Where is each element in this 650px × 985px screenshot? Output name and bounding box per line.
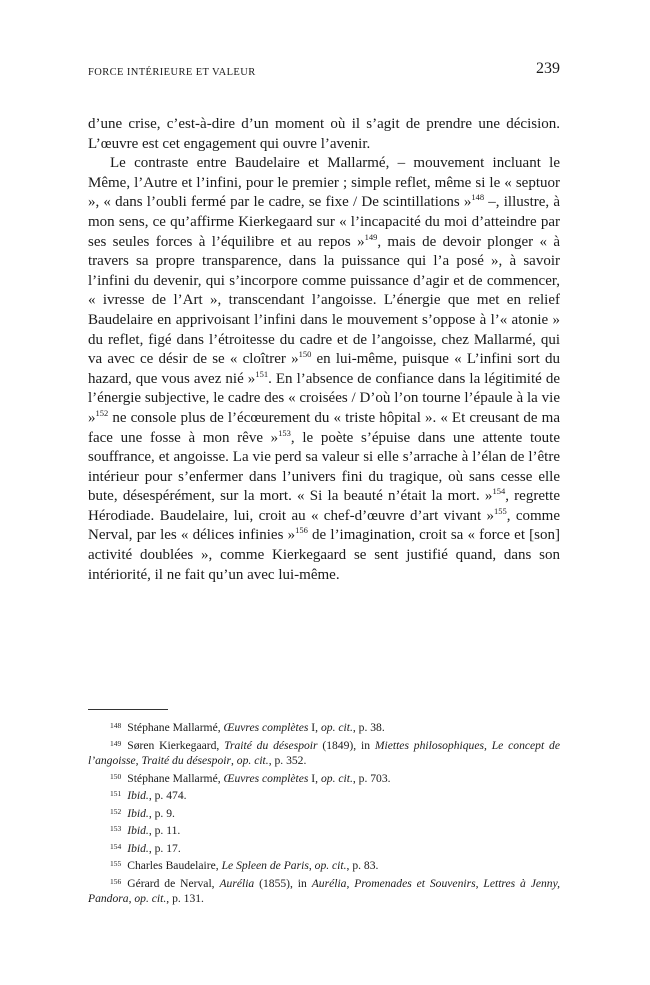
footnote-ref-153[interactable]: 153 <box>278 427 291 438</box>
footnote-text: op. cit. <box>134 892 167 905</box>
page-header <box>88 60 560 84</box>
footnote-text: I, <box>308 771 321 785</box>
footnote-title: Œuvres complètes <box>223 771 309 785</box>
footnote-text: Stéphane Mallarmé, <box>127 771 224 785</box>
footnote-number: 152 <box>110 806 122 816</box>
text-run: , mais de devoir plonger « à travers sa propre transparence, dans la puissance qui l’a posé », à savoir l’infini du devenir, qui s’incorpore comme puissance d’agir et de commencer, « ivresse de l’Art », transcendant l’angoisse. L’énergie que met en relief Baudelaire en apprivoisant l’infini dans le mouvement s’oppose à l’« atonie » du reflet, figé dans l’étroitesse du cadre et de l’angoisse, chez Mallarmé, qui va avec ce désir de se « cloîtrer » <box>88 233 560 368</box>
footnote-number: 148 <box>110 721 122 730</box>
footnote-title: Le Spleen de Paris <box>221 859 309 872</box>
footnote-title: Miettes philosophiques, Le concept de l’angoisse, Traité du désespoir <box>88 738 560 767</box>
running-head: FORCE INTÉRIEURE ET VALEUR <box>88 67 256 78</box>
footnote-149 <box>88 736 560 769</box>
footnote-number: 155 <box>110 859 122 868</box>
body-text <box>88 115 560 585</box>
footnote-text: , p. 474. <box>148 789 187 802</box>
footnote-text: I, <box>308 721 321 734</box>
footnote-text: (1855), in <box>254 876 312 890</box>
footnote-text: op. cit. <box>320 771 353 785</box>
footnote-title: Œuvres complètes <box>223 721 309 734</box>
footnote-148 <box>88 718 560 736</box>
footnote-title: Aurélia <box>219 876 255 890</box>
text-run: de l’imagination, croit sa « force et [son] activité doublées », comme Kierkegaard se sent justifié quand, dans son intériorité, il ne fait qu’un avec lui-même. <box>88 527 561 583</box>
footnote-text: , <box>231 754 237 767</box>
footnotes <box>88 718 560 907</box>
footnote-text: , p. 38. <box>352 721 385 734</box>
text-run: . En l’absence de confiance dans la légitimité de l’énergie subjective, le cadre des « croisées / D’où l’on tourne l’épaule à la vie » <box>88 370 560 426</box>
footnote-text: , p. 83. <box>346 859 379 872</box>
footnote-text: (1849), in <box>317 738 375 752</box>
footnote-text: op. cit. <box>314 859 347 872</box>
footnote-text: Ibid. <box>127 789 149 802</box>
footnote-text: , p. 131. <box>166 892 204 905</box>
footnote-number: 149 <box>110 738 122 748</box>
footnote-text: Charles Baudelaire, <box>127 859 222 872</box>
footnote-number: 150 <box>110 771 122 781</box>
footnote-ref-148[interactable]: 148 <box>471 192 485 203</box>
text-run: , le poète s’épuise dans une attente toute souffrance, et angoisse. La vie perd sa valeur si elle s’arrache à l’élan de l’être intérieur pour s’enfermer dans l’univers fini du tragique, où sans cesse elle bute, désespérément, sur la mort. « Si la beauté n’était la mort. » <box>88 429 560 505</box>
page-number: 239 <box>536 60 560 77</box>
footnote-text: , p. 9. <box>148 806 175 820</box>
footnote-150 <box>88 769 560 787</box>
footnote-text: , p. 352. <box>268 754 307 767</box>
footnote-text: Ibid. <box>127 841 149 855</box>
footnote-number: 151 <box>110 789 122 798</box>
footnote-text: , <box>128 892 135 905</box>
footnote-number: 156 <box>110 876 122 886</box>
footnote-number: 153 <box>110 824 122 833</box>
footnote-text: , <box>308 859 315 872</box>
footnote-rule <box>88 709 168 710</box>
footnote-ref-154[interactable]: 154 <box>492 486 506 497</box>
footnote-text: , p. 703. <box>352 771 391 785</box>
text-run: en lui-même, puisque « L’infini sort du hazard, que vous avez nié » <box>88 351 560 387</box>
text-run: ne console plus de l’écœurement du « triste hôpital ». « Et creusant de ma face une fosse à mon rêve » <box>88 409 560 446</box>
footnote-ref-150[interactable]: 150 <box>298 349 312 360</box>
footnote-text: Stéphane Mallarmé, <box>127 721 224 734</box>
footnote-text: op. cit. <box>320 721 353 734</box>
footnote-156 <box>88 874 560 907</box>
footnote-text: op. cit. <box>236 754 269 767</box>
footnote-title: Aurélia, Promenades et Souvenirs, Lettres à Jenny, Pandora <box>88 876 560 905</box>
footnote-ref-156[interactable]: 156 <box>295 525 308 536</box>
footnote-151 <box>88 786 560 804</box>
footnote-152 <box>88 804 560 822</box>
text-run: –, illustre, à mon sens, ce qu’affirme Kierkegaard sur « l’incapacité du moi d’atteindre par ses seules forces à l’équilibre et au repos » <box>88 194 560 250</box>
text-run: , regrette Hérodiade. Baudelaire, lui, croit au « chef-d’œuvre d’art vivant » <box>88 488 560 524</box>
footnote-153 <box>88 821 560 839</box>
footnote-ref-151[interactable]: 151 <box>255 368 269 379</box>
footnote-154 <box>88 839 560 857</box>
footnote-ref-155[interactable]: 155 <box>493 505 507 516</box>
footnote-text: Gérard de Nerval, <box>127 876 220 890</box>
footnote-text: , p. 17. <box>148 841 181 855</box>
footnote-title: Traité du désespoir <box>224 738 318 752</box>
paragraph-2 <box>88 154 560 585</box>
footnote-ref-149[interactable]: 149 <box>364 231 378 242</box>
footnote-text: , p. 11. <box>148 824 181 837</box>
text-run: Le contraste entre Baudelaire et Mallarmé, – mouvement incluant le Même, l’Autre et l’infini, pour le premier ; simple reflet, même si le « septuor », « dans l’oubli fermé par le cadre, se fixe / De scintillations » <box>88 155 560 211</box>
text-run: , comme Nerval, par les « délices infinies » <box>88 507 560 544</box>
footnote-text: Ibid. <box>127 824 149 837</box>
paragraph-1: d’une crise, c’est-à-dire d’un moment où il s’agit de prendre une décision. L’œuvre est cet engagement qui ouvre l’avenir. <box>88 116 560 152</box>
footnote-155 <box>88 856 560 874</box>
footnote-text: Ibid. <box>127 806 149 820</box>
footnote-ref-152[interactable]: 152 <box>95 407 109 418</box>
footnote-number: 154 <box>110 841 122 851</box>
footnote-text: Søren Kierkegaard, <box>127 738 225 752</box>
